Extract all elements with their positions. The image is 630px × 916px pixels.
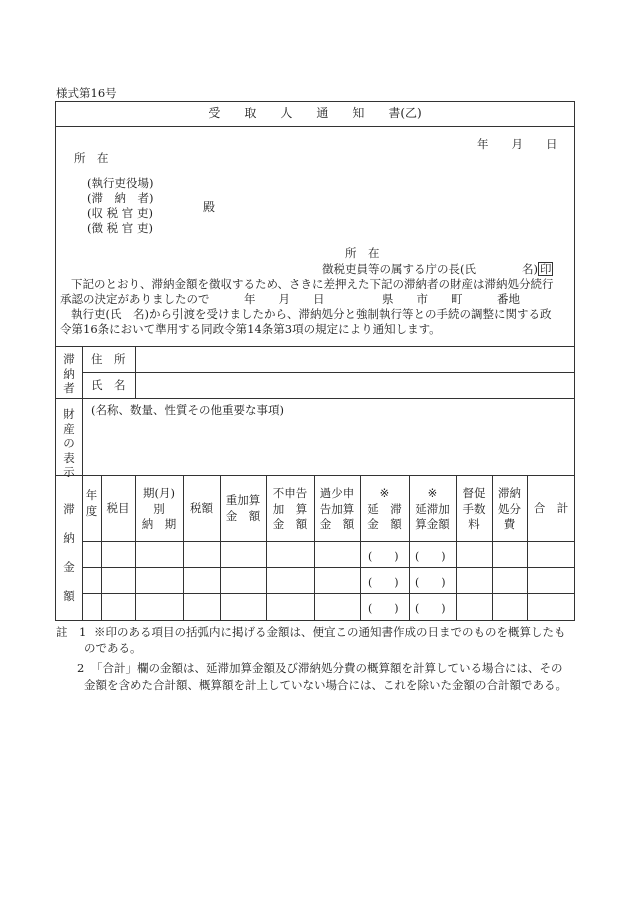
col-divider	[527, 475, 528, 621]
delinquent-name-label: 氏 名	[91, 378, 126, 392]
col-divider	[183, 475, 184, 621]
delinquent-address-label: 住 所	[91, 352, 126, 366]
addressee-revenue-officer: (収 税 官 吏)	[87, 206, 153, 220]
note-2-line-1: 「合計」欄の金額は、延滞加算金額及び滞納処分費の概算額を計算している場合には、その	[91, 661, 563, 675]
date-line: 年 月 日	[477, 137, 558, 151]
paren-mark: ( )	[415, 602, 446, 615]
title-divider	[55, 126, 575, 127]
property-group-label	[58, 407, 80, 480]
paren-mark: ( )	[415, 550, 446, 563]
delinquent-row-divider	[82, 372, 575, 373]
addressee-delinquent: (滞 納 者)	[87, 191, 154, 205]
form-number: 様式第16号	[56, 86, 117, 100]
addressee-tax-officer: (徴 税 官 吏)	[87, 221, 153, 235]
amounts-label-text: 滞 納 金 額	[63, 502, 87, 603]
delinquent-group-label	[58, 352, 80, 396]
property-label-text: 財産の表示	[63, 407, 75, 479]
paren-mark: ( )	[415, 576, 446, 589]
header-non-filing-additional-tax: 不申告 加 算 金 額	[272, 486, 308, 531]
note-1-label: 註 1	[56, 625, 87, 639]
paren-mark: ( )	[368, 576, 399, 589]
amounts-group-label	[58, 495, 87, 611]
header-tax-amount: 税額	[190, 501, 213, 515]
body-line-2: 承認の決定がありましたので 年 月 日 県 市 町 番地	[60, 292, 520, 306]
header-tax-item: 税目	[106, 501, 130, 515]
header-delinquency-charge: ※ 延 滞 金 額	[367, 486, 402, 531]
addressee-bailiff: (執行吏役場)	[87, 176, 154, 190]
form-title: 受 取 人 通 知 書(乙)	[208, 106, 422, 120]
note-1-line-2: のである。	[84, 641, 142, 655]
property-left-divider	[82, 398, 83, 475]
property-divider	[55, 475, 575, 476]
body-line-1: 下記のとおり、滞納金額を徴収するため、さきに差押えた下記の滞納者の財産は滞納処分続行	[71, 277, 554, 291]
delinquent-divider	[55, 398, 575, 399]
row-divider	[82, 541, 575, 542]
paren-mark: ( )	[368, 550, 399, 563]
note-2-label: 2	[77, 661, 85, 675]
seal-mark: 印	[539, 262, 552, 276]
header-demand-fee: 督促 手数 料	[462, 486, 486, 531]
row-divider	[82, 567, 575, 568]
issuer-name-line	[322, 262, 553, 276]
body-line-4: 令第16条において準用する同政令第14条第3項の規定により通知します。	[60, 322, 441, 336]
header-disposition-cost: 滞納 処分 費	[498, 486, 521, 531]
honorific: 殿	[203, 200, 216, 214]
header-underreporting-additional-tax: 過少申 告加算 金 額	[319, 486, 355, 531]
upper-divider	[55, 346, 575, 347]
body-line-3: 執行吏(氏 名)から引渡を受けましたから、滞納処分と強制執行等との手続の調整に関する政	[71, 307, 552, 321]
issuer-name: 徴税吏員等の属する庁の長(氏 名)	[322, 262, 538, 276]
header-fiscal-year: 年 度	[85, 488, 98, 518]
delinquent-label-text: 滞納者	[63, 352, 75, 395]
header-period: 期(月) 別 納 期	[141, 486, 177, 531]
note-2-line-2: 金額を含めた合計額、概算額を計上していない場合には、これを除いた金額の合計額である。	[84, 678, 567, 692]
paren-mark: ( )	[368, 602, 399, 615]
header-total: 合 計	[533, 501, 569, 515]
header-delinquency-additional-tax: ※ 延滞加 算金額	[415, 486, 450, 531]
header-heavy-additional-tax: 重加算 金 額	[225, 493, 261, 523]
row-divider	[82, 593, 575, 594]
property-hint: (名称、数量、性質その他重要な事項)	[91, 403, 284, 417]
address-label: 所 在	[74, 151, 109, 165]
col-divider	[101, 475, 102, 621]
issuer-address-label: 所 在	[345, 246, 380, 260]
note-1-line-1: ※印のある項目の括弧内に掲げる金額は、便宜この通知書作成の日までのものを概算したも	[94, 625, 566, 639]
